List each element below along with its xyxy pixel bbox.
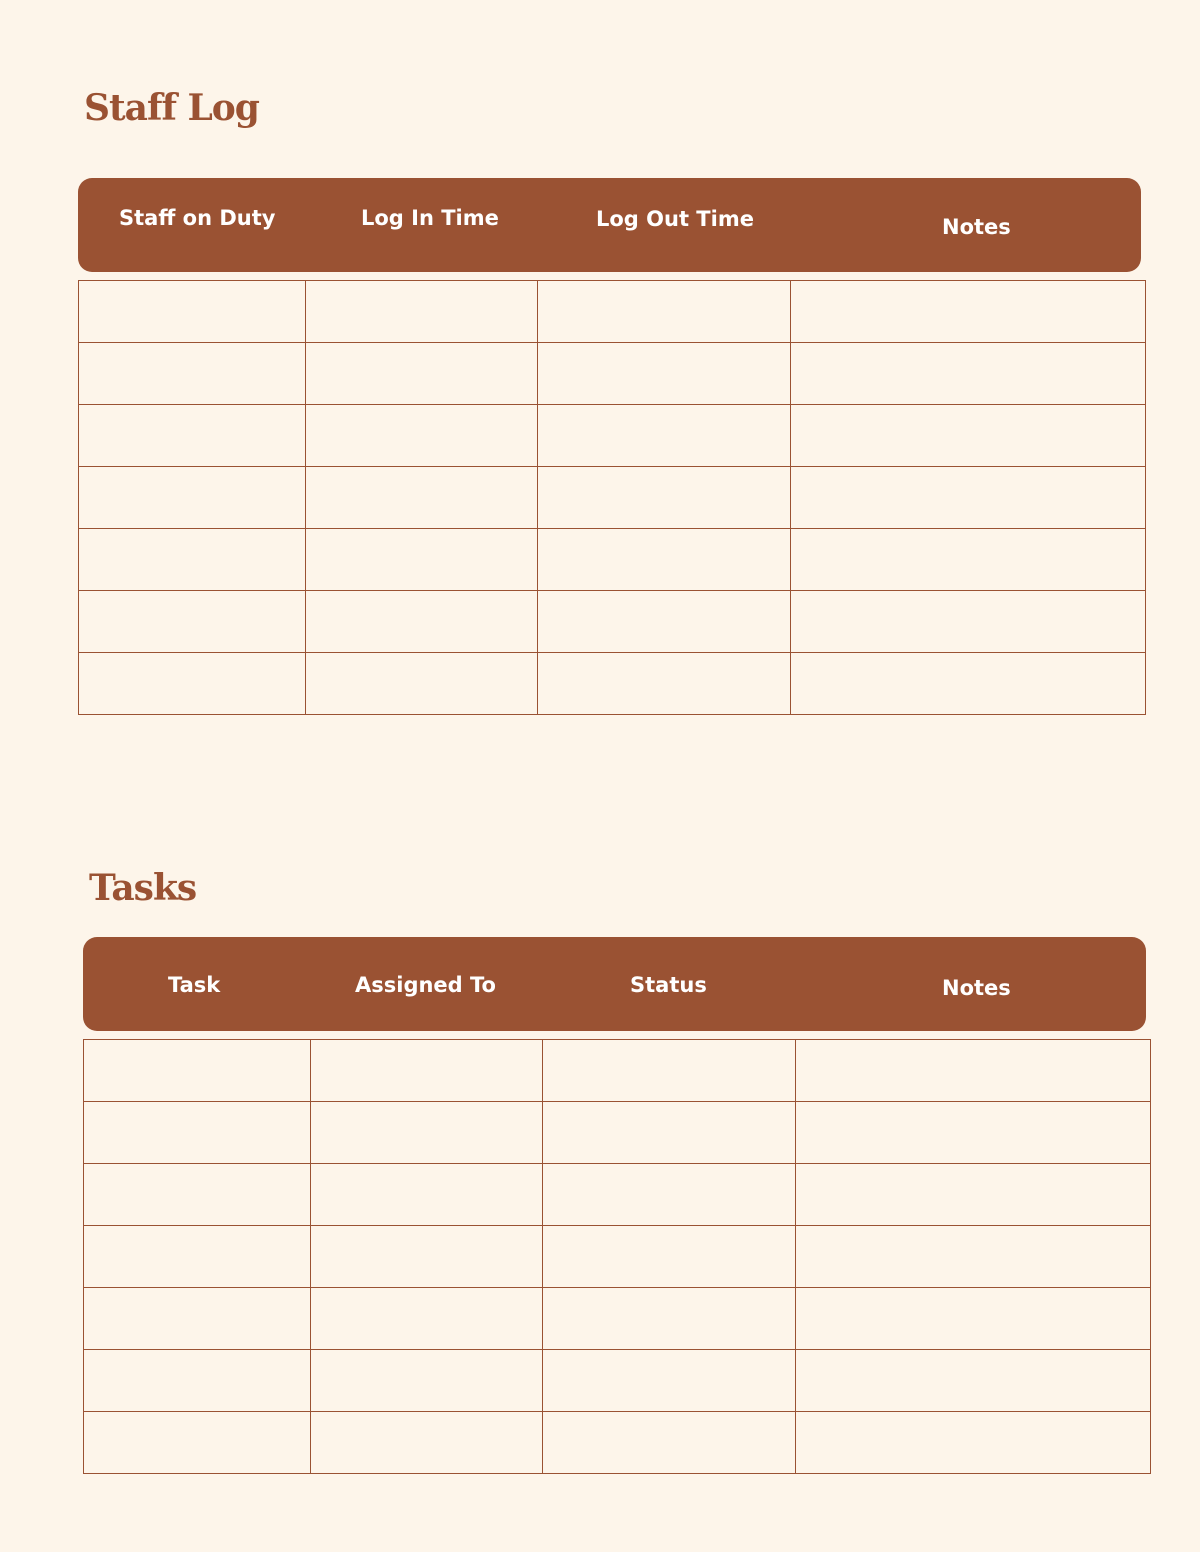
task-cell[interactable]: [84, 1164, 311, 1226]
log-out-time-cell[interactable]: [538, 529, 791, 591]
notes-cell[interactable]: [791, 281, 1146, 343]
status-cell[interactable]: [543, 1226, 796, 1288]
tasks-table: [83, 1039, 1151, 1474]
header-log-in-time: Log In Time: [361, 206, 499, 230]
header-assigned-to: Assigned To: [355, 973, 496, 997]
notes-cell[interactable]: [791, 529, 1146, 591]
assigned-to-cell[interactable]: [311, 1226, 543, 1288]
notes-cell[interactable]: [796, 1164, 1151, 1226]
notes-cell[interactable]: [791, 653, 1146, 715]
staff-on-duty-cell[interactable]: [79, 591, 306, 653]
notes-cell[interactable]: [791, 591, 1146, 653]
tasks-title: Tasks: [89, 867, 197, 909]
log-in-time-cell[interactable]: [306, 343, 538, 405]
assigned-to-cell[interactable]: [311, 1350, 543, 1412]
task-cell[interactable]: [84, 1288, 311, 1350]
task-cell[interactable]: [84, 1412, 311, 1474]
log-out-time-cell[interactable]: [538, 653, 791, 715]
staff-on-duty-cell[interactable]: [79, 529, 306, 591]
table-row: [84, 1226, 1151, 1288]
table-row: [79, 405, 1146, 467]
assigned-to-cell[interactable]: [311, 1412, 543, 1474]
status-cell[interactable]: [543, 1412, 796, 1474]
assigned-to-cell[interactable]: [311, 1102, 543, 1164]
log-in-time-cell[interactable]: [306, 529, 538, 591]
notes-cell[interactable]: [796, 1226, 1151, 1288]
table-row: [84, 1288, 1151, 1350]
log-in-time-cell[interactable]: [306, 281, 538, 343]
log-in-time-cell[interactable]: [306, 591, 538, 653]
tasks-header-bar: [83, 937, 1146, 1031]
staff-log-table: [78, 280, 1146, 715]
log-in-time-cell[interactable]: [306, 405, 538, 467]
staff-on-duty-cell[interactable]: [79, 343, 306, 405]
table-row: [84, 1102, 1151, 1164]
assigned-to-cell[interactable]: [311, 1164, 543, 1226]
table-row: [79, 343, 1146, 405]
log-out-time-cell[interactable]: [538, 343, 791, 405]
task-cell[interactable]: [84, 1350, 311, 1412]
staff-log-header-bar: [78, 178, 1141, 272]
table-row: [79, 529, 1146, 591]
table-row: [84, 1040, 1151, 1102]
notes-cell[interactable]: [796, 1350, 1151, 1412]
status-cell[interactable]: [543, 1164, 796, 1226]
header-status: Status: [630, 973, 707, 997]
header-notes: Notes: [942, 976, 1011, 1000]
staff-on-duty-cell[interactable]: [79, 281, 306, 343]
staff-on-duty-cell[interactable]: [79, 405, 306, 467]
log-out-time-cell[interactable]: [538, 281, 791, 343]
task-cell[interactable]: [84, 1226, 311, 1288]
assigned-to-cell[interactable]: [311, 1288, 543, 1350]
staff-on-duty-cell[interactable]: [79, 653, 306, 715]
table-row: [79, 591, 1146, 653]
status-cell[interactable]: [543, 1288, 796, 1350]
staff-on-duty-cell[interactable]: [79, 467, 306, 529]
table-row: [79, 281, 1146, 343]
table-row: [84, 1164, 1151, 1226]
header-notes: Notes: [942, 215, 1011, 239]
notes-cell[interactable]: [796, 1412, 1151, 1474]
log-out-time-cell[interactable]: [538, 467, 791, 529]
log-out-time-cell[interactable]: [538, 405, 791, 467]
table-row: [79, 467, 1146, 529]
task-cell[interactable]: [84, 1040, 311, 1102]
notes-cell[interactable]: [791, 343, 1146, 405]
task-cell[interactable]: [84, 1102, 311, 1164]
notes-cell[interactable]: [791, 405, 1146, 467]
assigned-to-cell[interactable]: [311, 1040, 543, 1102]
log-in-time-cell[interactable]: [306, 467, 538, 529]
table-row: [84, 1350, 1151, 1412]
notes-cell[interactable]: [796, 1040, 1151, 1102]
status-cell[interactable]: [543, 1040, 796, 1102]
staff-log-title: Staff Log: [84, 87, 259, 129]
notes-cell[interactable]: [791, 467, 1146, 529]
notes-cell[interactable]: [796, 1288, 1151, 1350]
table-row: [79, 653, 1146, 715]
table-row: [84, 1412, 1151, 1474]
status-cell[interactable]: [543, 1350, 796, 1412]
header-staff-on-duty: Staff on Duty: [119, 206, 276, 230]
header-task: Task: [168, 973, 221, 997]
log-out-time-cell[interactable]: [538, 591, 791, 653]
notes-cell[interactable]: [796, 1102, 1151, 1164]
log-in-time-cell[interactable]: [306, 653, 538, 715]
header-log-out-time: Log Out Time: [596, 207, 754, 231]
status-cell[interactable]: [543, 1102, 796, 1164]
